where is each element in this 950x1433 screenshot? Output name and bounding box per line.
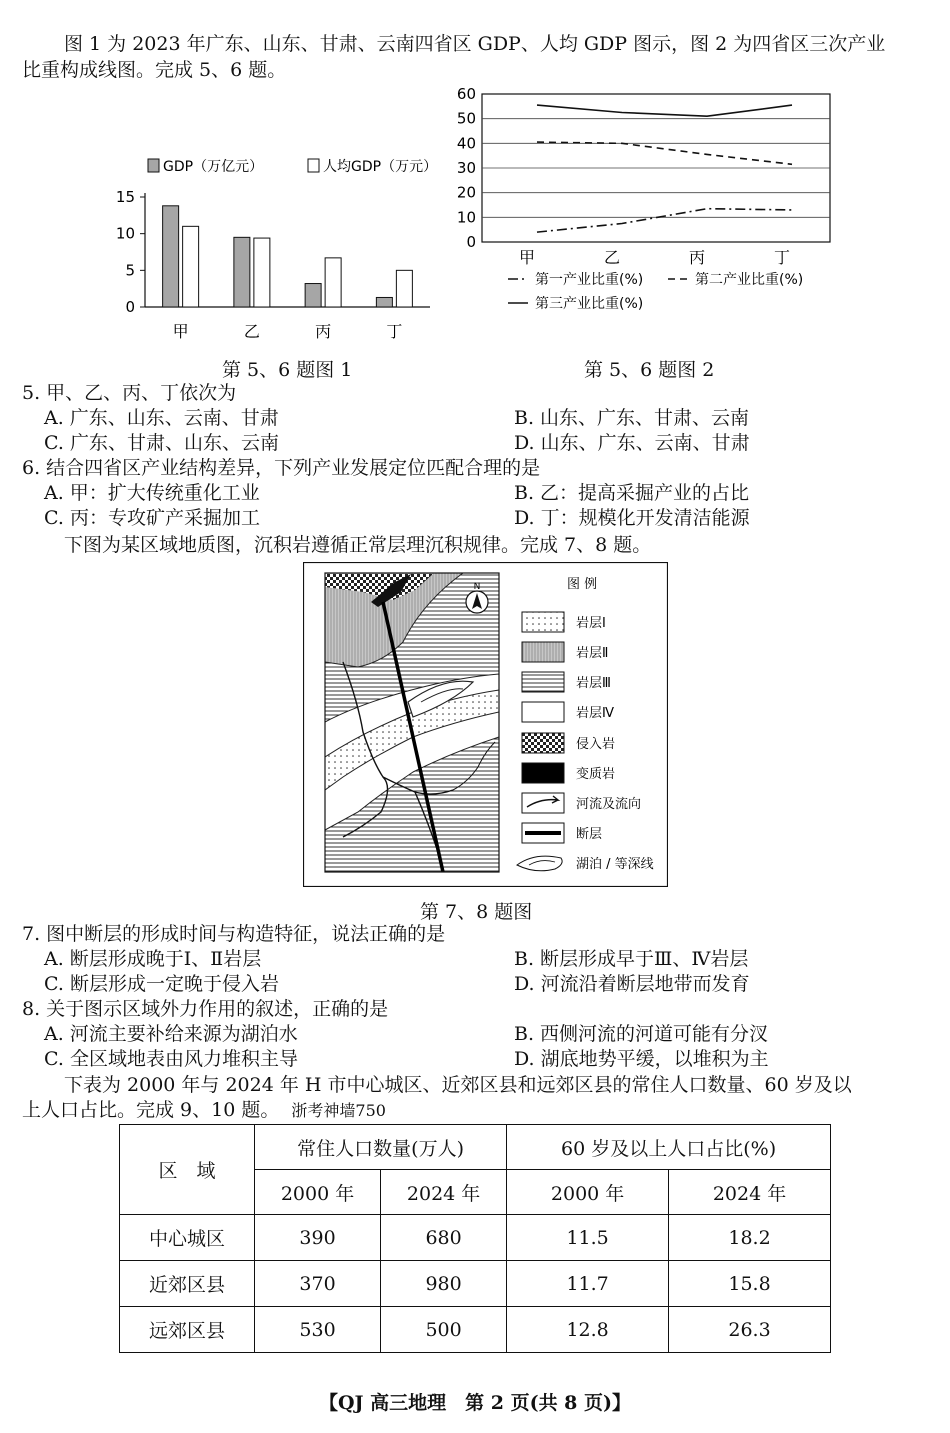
q5-stem: 5. 甲、乙、丙、丁依次为	[22, 382, 237, 404]
line-y-tick-label: 60	[456, 85, 476, 103]
legend-label-fault: 断层	[576, 827, 603, 842]
line-series-3	[537, 105, 792, 116]
intro-table-line-1: 下表为 2000 年与 2024 年 H 市中心城区、近郊区县和远郊区县的常住人口数量、60 岁及以	[64, 1074, 852, 1096]
table-cell: 18.2	[669, 1215, 831, 1261]
legend-label-stratum-iii: 岩层Ⅲ	[576, 676, 611, 691]
q8-option-a[interactable]: A. 河流主要补给来源为湖泊水	[44, 1023, 298, 1045]
table-header-elderly-share: 60 岁及以上人口占比(%)	[507, 1125, 831, 1170]
intro-geology: 下图为某区域地质图，沉积岩遵循正常层理沉积规律。完成 7、8 题。	[64, 534, 652, 556]
bar-gdp	[234, 237, 250, 307]
q6-option-b[interactable]: B. 乙：提高采掘产业的占比	[514, 482, 750, 504]
north-arrow-label: N	[473, 582, 481, 592]
bar-legend-swatch	[148, 159, 159, 172]
industry-line-chart	[440, 82, 840, 322]
line-chart-grid	[482, 94, 830, 242]
q7-option-b[interactable]: B. 断层形成早于Ⅲ、Ⅳ岩层	[514, 948, 749, 970]
line-x-tick-label: 丙	[688, 248, 706, 267]
map-body	[325, 573, 499, 872]
table-cell: 15.8	[669, 1261, 831, 1307]
line-legend-label: 第二产业比重(%)	[695, 272, 804, 288]
legend-label-river: 河流及流向	[576, 797, 642, 812]
line-y-tick-label: 10	[456, 208, 476, 227]
population-table	[119, 1124, 831, 1353]
line-x-tick-label: 乙	[603, 248, 621, 267]
bar-per-capita-gdp	[325, 258, 341, 307]
table-cell: 11.5	[507, 1215, 669, 1261]
bar-x-tick-label: 丁	[386, 322, 403, 341]
table-cell-region: 远郊区县	[120, 1307, 255, 1353]
bar-gdp	[305, 284, 321, 307]
figure-3-caption: 第 7、8 题图	[420, 901, 533, 923]
table-cell: 500	[381, 1307, 507, 1353]
legend-swatch-stratum-i	[522, 612, 564, 632]
table-cell: 12.8	[507, 1307, 669, 1353]
table-header-population: 常住人口数量(万人)	[255, 1125, 507, 1170]
table-cell-region: 近郊区县	[120, 1261, 255, 1307]
bar-y-tick-label: 5	[125, 261, 135, 280]
table-cell: 390	[255, 1215, 381, 1261]
legend-swatch-stratum-ii	[522, 642, 564, 662]
q5-option-d[interactable]: D. 山东、广东、云南、甘肃	[514, 432, 750, 454]
legend-label-lake: 湖泊 / 等深线	[576, 857, 654, 872]
page-footer: 【QJ 高三地理 第 2 页(共 8 页)】	[318, 1392, 632, 1414]
intro-line-1: 图 1 为 2023 年广东、山东、甘肃、云南四省区 GDP、人均 GDP 图示，图 2 为四省区三次产业	[64, 33, 886, 55]
legend-label-stratum-iv: 岩层Ⅳ	[576, 706, 614, 721]
bar-per-capita-gdp	[396, 270, 412, 307]
line-series-2	[537, 142, 792, 164]
table-cell: 370	[255, 1261, 381, 1307]
bar-legend-label: GDP（万亿元）	[163, 159, 264, 175]
table-row	[120, 1261, 831, 1307]
bar-per-capita-gdp	[254, 238, 270, 307]
line-y-tick-label: 30	[456, 159, 476, 177]
table-header-region: 区 域	[120, 1125, 255, 1215]
legend-swatch-metamorphic	[522, 763, 564, 783]
table-header-year: 2024 年	[381, 1170, 507, 1215]
watermark-text: 浙考神墙750	[291, 1101, 386, 1120]
bar-gdp	[163, 206, 179, 307]
map-legend-title: 图 例	[567, 577, 598, 592]
q7-stem: 7. 图中断层的形成时间与构造特征，说法正确的是	[22, 923, 446, 945]
bar-x-tick-label: 乙	[243, 322, 260, 341]
bar-gdp	[376, 297, 392, 307]
q8-stem: 8. 关于图示区域外力作用的叙述，正确的是	[22, 998, 389, 1020]
table-cell: 530	[255, 1307, 381, 1353]
legend-swatch-intrusive	[522, 733, 564, 753]
line-x-tick-label: 甲	[518, 248, 536, 267]
q6-option-c[interactable]: C. 丙：专攻矿产采掘加工	[44, 507, 260, 529]
bar-x-tick-label: 甲	[172, 322, 189, 341]
q7-option-a[interactable]: A. 断层形成晚于Ⅰ、Ⅱ岩层	[44, 948, 262, 970]
bar-chart-legend	[148, 159, 437, 175]
bar-legend-label: 人均GDP（万元）	[323, 159, 438, 175]
bar-y-tick-label: 10	[115, 224, 135, 243]
bar-per-capita-gdp	[183, 226, 199, 307]
table-cell: 26.3	[669, 1307, 831, 1353]
q8-option-b[interactable]: B. 西侧河流的河道可能有分汊	[514, 1023, 769, 1045]
q8-option-d[interactable]: D. 湖底地势平缓，以堆积为主	[514, 1048, 769, 1070]
q8-option-c[interactable]: C. 全区域地表由风力堆积主导	[44, 1048, 298, 1070]
table-header-year: 2000 年	[507, 1170, 669, 1215]
line-chart-legend	[508, 271, 803, 312]
table-row	[120, 1307, 831, 1353]
q7-option-c[interactable]: C. 断层形成一定晚于侵入岩	[44, 973, 279, 995]
legend-label-stratum-i: 岩层Ⅰ	[576, 616, 606, 631]
legend-label-stratum-ii: 岩层Ⅱ	[576, 646, 609, 661]
figure-1-caption: 第 5、6 题图 1	[222, 359, 353, 381]
legend-swatch-stratum-iii	[522, 672, 564, 692]
table-cell-region: 中心城区	[120, 1215, 255, 1261]
bar-x-tick-label: 丙	[315, 322, 332, 341]
q6-option-d[interactable]: D. 丁：规模化开发清洁能源	[514, 507, 750, 529]
line-y-tick-label: 20	[456, 183, 476, 202]
q7-option-d[interactable]: D. 河流沿着断层地带而发育	[514, 973, 750, 995]
line-series-1	[537, 209, 792, 232]
q5-option-a[interactable]: A. 广东、山东、云南、甘肃	[44, 407, 279, 429]
intro-table-line-2: 上人口占比。完成 9、10 题。 浙考神墙750	[22, 1099, 386, 1121]
table-cell: 980	[381, 1261, 507, 1307]
table-cell: 11.7	[507, 1261, 669, 1307]
table-cell: 680	[381, 1215, 507, 1261]
line-y-tick-label: 0	[466, 233, 476, 251]
geology-map	[303, 562, 668, 887]
intro-line-2: 比重构成线图。完成 5、6 题。	[22, 59, 287, 81]
table-row	[120, 1215, 831, 1261]
bar-chart-bars	[163, 206, 413, 307]
legend-swatch-river	[522, 793, 564, 813]
q6-option-a[interactable]: A. 甲：扩大传统重化工业	[44, 482, 260, 504]
line-x-tick-label: 丁	[773, 248, 791, 267]
bar-y-tick-label: 0	[125, 298, 135, 316]
line-chart-series	[537, 105, 792, 232]
line-y-tick-label: 50	[456, 109, 476, 128]
legend-label-intrusive: 侵入岩	[576, 737, 616, 752]
bar-legend-swatch	[308, 159, 319, 172]
line-legend-label: 第三产业比重(%)	[535, 296, 644, 312]
table-header-year: 2000 年	[255, 1170, 381, 1215]
figure-2-caption: 第 5、6 题图 2	[584, 359, 715, 381]
q5-option-b[interactable]: B. 山东、广东、甘肃、云南	[514, 407, 750, 429]
q5-option-c[interactable]: C. 广东、甘肃、山东、云南	[44, 432, 279, 454]
q6-stem: 6. 结合四省区产业结构差异，下列产业发展定位匹配合理的是	[22, 457, 541, 479]
line-y-tick-label: 40	[456, 134, 476, 153]
bar-y-tick-label: 15	[115, 188, 135, 206]
gdp-bar-chart	[100, 150, 460, 350]
legend-swatch-stratum-iv	[522, 702, 564, 722]
legend-label-metamorphic: 变质岩	[576, 767, 616, 782]
table-header-year: 2024 年	[669, 1170, 831, 1215]
line-legend-label: 第一产业比重(%)	[535, 272, 644, 288]
